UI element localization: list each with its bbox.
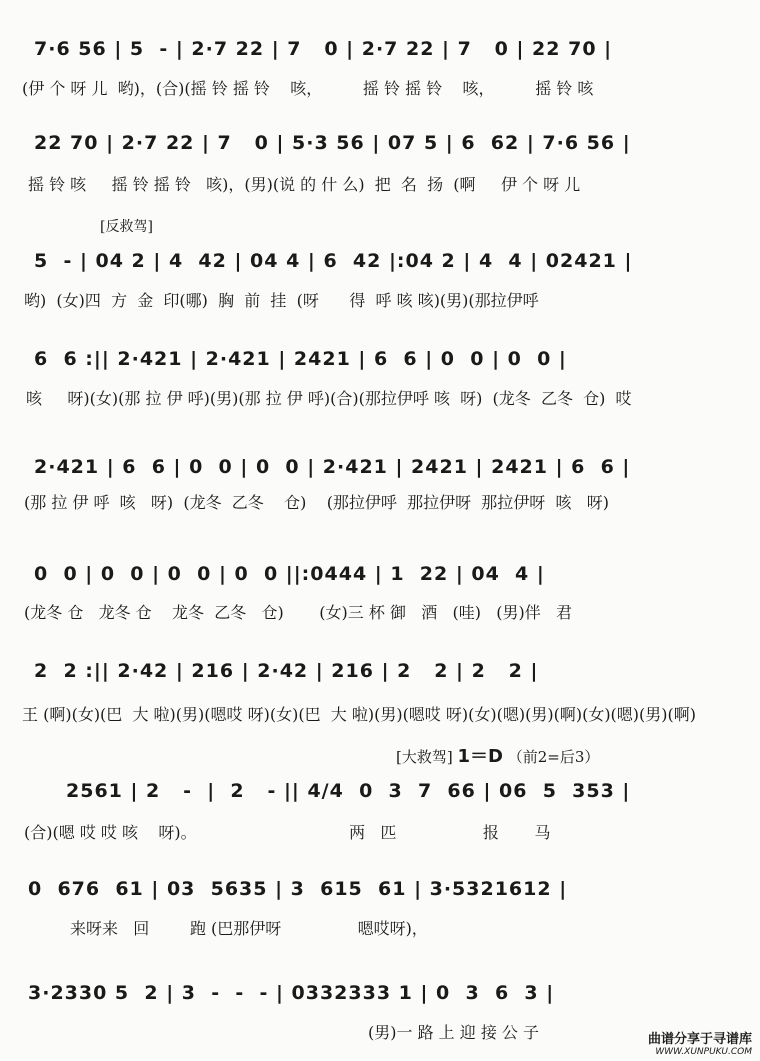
watermark-site: WWW.XUNPUKU.COM <box>655 1047 752 1057</box>
score-system-3 <box>0 212 760 312</box>
notation-line: 3·2330 5 2 | 3 - - - | 0332333 1 | 0 3 6 3 | <box>28 982 555 1004</box>
score-system-2 <box>0 122 760 192</box>
lyrics-line: (伊 个 呀 儿 哟)，(合)(摇 铃 摇 铃 咳， 摇 铃 摇 铃 咳， 摇 铃 咳 <box>22 79 594 98</box>
score-system-9 <box>0 868 760 938</box>
notation-line: 2 2 :|| 2·42 | 216 | 2·42 | 216 | 2 2 | 2 2 | <box>34 660 539 682</box>
lyrics-line: 摇 铃 咳 摇 铃 摇 铃 咳)，(男)(说 的 什 么) 把 名 扬 (啊 伊 个 呀 儿 <box>28 175 581 194</box>
lyrics-line: 咳 呀)(女)(那 拉 伊 呼)(男)(那 拉 伊 呼)(合)(那拉伊呼 咳 呀) (龙冬 乙冬 仓) 哎 <box>26 389 632 408</box>
lyrics-line: 王 (啊)(女)(巴 大 啦)(男)(嗯哎 呀)(女)(巴 大 啦)(男)(嗯哎 呀)(女)(嗯)(男)(啊)(女)(嗯)(男)(啊) <box>22 705 697 724</box>
watermark <box>648 1028 752 1057</box>
tempo-header <box>396 742 599 768</box>
lyrics-line: (合)(嗯 哎 哎 咳 呀)。 两 匹 报 马 <box>24 823 551 842</box>
notation-line: 7·6 56 | 5 - | 2·7 22 | 7 0 | 2·7 22 | 7 0 | 22 70 | <box>34 38 613 60</box>
score-system-8 <box>0 738 760 842</box>
score-system-6 <box>0 555 760 625</box>
lyrics-line: (男)一 路 上 迎 接 公 子 <box>368 1023 540 1042</box>
score-system-10 <box>0 968 760 1048</box>
score-system-1 <box>0 30 760 100</box>
notation-line: 5 - | 04 2 | 4 42 | 04 4 | 6 42 |:04 2 | 4 4 | 02421 | <box>34 250 633 272</box>
watermark-title: 曲谱分享于寻谱库 <box>647 1032 752 1047</box>
notation-line: 22 70 | 2·7 22 | 7 0 | 5·3 56 | 07 5 | 6 62 | 7·6 56 | <box>34 132 631 154</box>
score-system-5 <box>0 448 760 518</box>
lyrics-line: 哟) (女)四 方 金 印(哪) 胸 前 挂 (呀 得 呼 咳 咳)(男)(那拉伊呼 <box>24 291 539 310</box>
notation-line: 6 6 :|| 2·421 | 2·421 | 2421 | 6 6 | 0 0 | 0 0 | <box>34 348 567 370</box>
notation-line: 0 0 | 0 0 | 0 0 | 0 0 ||:0444 | 1 22 | 04 4 | <box>34 563 545 585</box>
notation-line: 2·421 | 6 6 | 0 0 | 0 0 | 2·421 | 2421 | 2421 | 6 6 | <box>34 456 631 478</box>
lyrics-line: 来呀来 回 跑 (巴那伊呀 嗯哎呀)， <box>70 919 428 938</box>
lyrics-line: (那 拉 伊 呼 咳 呀) (龙冬 乙冬 仓) (那拉伊呼 那拉伊呀 那拉伊呀 咳 呀) <box>24 493 609 512</box>
section-marker: [大救驾] <box>396 748 453 766</box>
key-signature: 1＝D <box>457 746 503 767</box>
notation-line: 2561 | 2 - | 2 - || 4/4 0 3 7 66 | 06 5 353 | <box>66 780 631 802</box>
score-system-7 <box>0 658 760 728</box>
score-system-4 <box>0 340 760 410</box>
notation-line: 0 676 61 | 03 5635 | 3 615 61 | 3·5321612 | <box>28 878 568 900</box>
section-marker: [反救驾] <box>100 219 153 235</box>
lyrics-line: (龙冬 仓 龙冬 仓 龙冬 乙冬 仓) (女)三 杯 御 酒 (哇) (男)伴 君 <box>24 603 572 622</box>
tempo-note: （前2=后3） <box>507 748 600 766</box>
